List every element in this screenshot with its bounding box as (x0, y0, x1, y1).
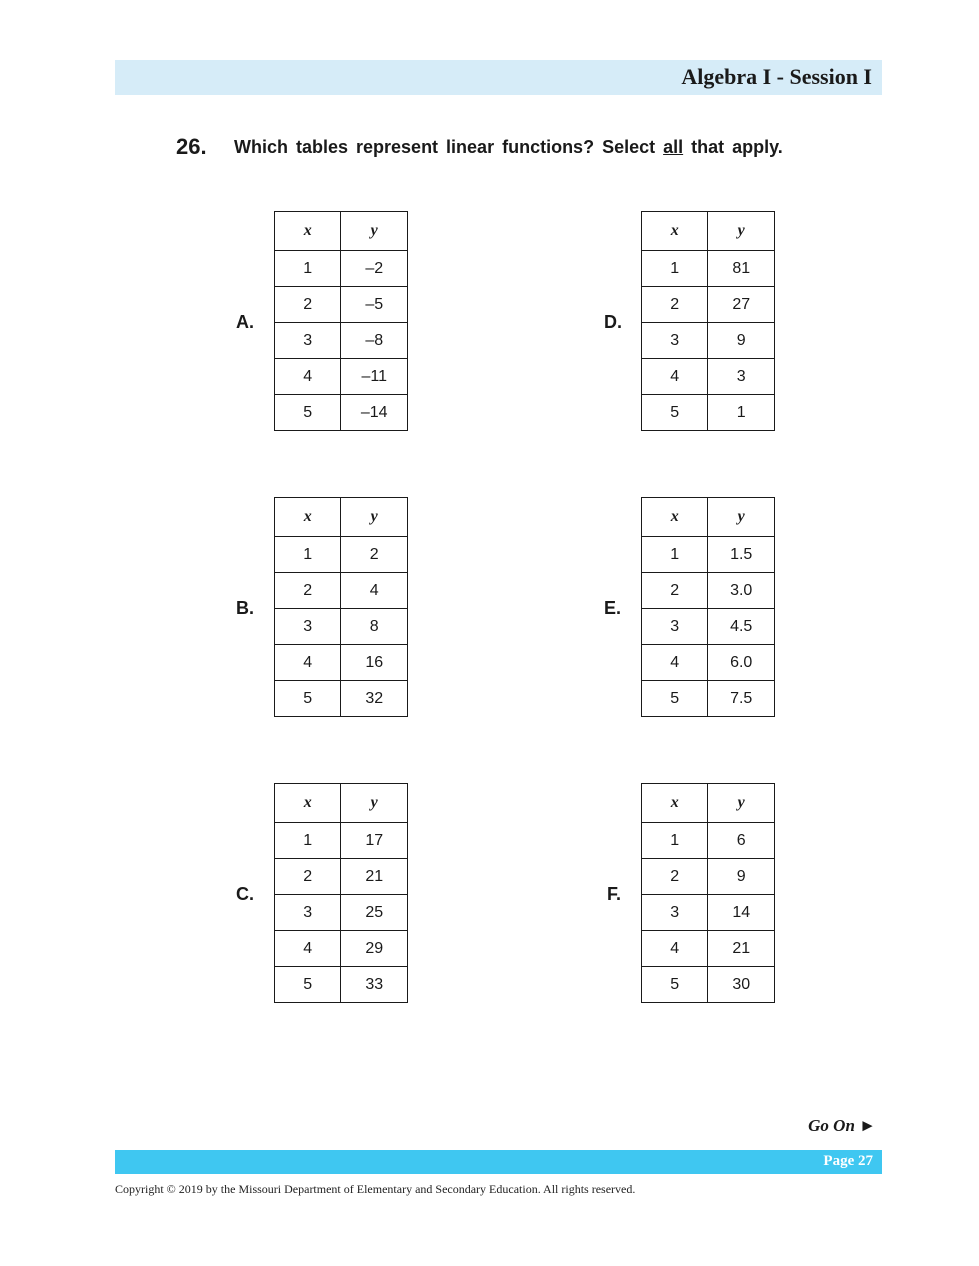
option-c-label[interactable]: C. (236, 884, 254, 904)
cell-x: 4 (275, 359, 341, 395)
cell-y: 9 (708, 859, 775, 895)
table-header-x: x (275, 212, 341, 251)
table-row (275, 895, 408, 931)
cell-y: 21 (341, 859, 408, 895)
table-row (642, 859, 775, 895)
cell-y: 30 (708, 967, 775, 1003)
cell-y: 6.0 (708, 645, 775, 681)
footer-bar (115, 1150, 882, 1174)
cell-y: 9 (708, 323, 775, 359)
cell-y: 29 (341, 931, 408, 967)
table-row (275, 395, 408, 431)
cell-x: 5 (642, 681, 708, 717)
table-row (642, 967, 775, 1003)
table-row (275, 359, 408, 395)
table-header-y: y (708, 784, 775, 823)
cell-x: 4 (642, 359, 708, 395)
table-row (642, 931, 775, 967)
cell-x: 2 (275, 859, 341, 895)
table-row (275, 931, 408, 967)
cell-y: 7.5 (708, 681, 775, 717)
option-a-label[interactable]: A. (236, 312, 254, 332)
cell-y: 81 (708, 251, 775, 287)
cell-x: 5 (275, 967, 341, 1003)
question-text-start: Which tables represent linear functions? Select (234, 137, 664, 157)
option-e-table (641, 497, 775, 717)
option-b-label[interactable]: B. (236, 598, 254, 618)
table-row (275, 323, 408, 359)
question-text-emphasis: all (663, 137, 684, 157)
cell-y: –5 (341, 287, 408, 323)
cell-y: 2 (341, 537, 408, 573)
option-f-table (641, 783, 775, 1003)
option-a-table (274, 211, 408, 431)
table-header-y: y (341, 784, 408, 823)
table-row (275, 681, 408, 717)
table-row (642, 645, 775, 681)
cell-y: 32 (341, 681, 408, 717)
cell-x: 1 (275, 251, 341, 287)
cell-x: 2 (275, 287, 341, 323)
table-header-x: x (642, 212, 708, 251)
page-number: Page 27 (823, 1153, 873, 1169)
table-row (275, 573, 408, 609)
table-row (275, 251, 408, 287)
cell-x: 2 (642, 287, 708, 323)
cell-y: 16 (341, 645, 408, 681)
cell-y: 25 (341, 895, 408, 931)
table-row (642, 537, 775, 573)
cell-y: 3.0 (708, 573, 775, 609)
table-row (275, 967, 408, 1003)
copyright-notice: Copyright © 2019 by the Missouri Department of Elementary and Secondary Education. All rights reserved. (115, 1182, 636, 1196)
cell-x: 2 (642, 573, 708, 609)
table-row (642, 287, 775, 323)
cell-x: 2 (642, 859, 708, 895)
table-row (642, 359, 775, 395)
table-header-x: x (275, 498, 341, 537)
table-row (275, 645, 408, 681)
table-row (642, 395, 775, 431)
session-title: Algebra I - Session I (681, 64, 872, 89)
option-d-table (641, 211, 775, 431)
option-b-table (274, 497, 408, 717)
cell-x: 2 (275, 573, 341, 609)
cell-y: 33 (341, 967, 408, 1003)
cell-y: 4.5 (708, 609, 775, 645)
option-c-table (274, 783, 408, 1003)
cell-x: 3 (275, 895, 341, 931)
cell-y: 1.5 (708, 537, 775, 573)
cell-x: 3 (642, 609, 708, 645)
cell-y: –2 (341, 251, 408, 287)
option-f-label[interactable]: F. (607, 884, 622, 904)
cell-x: 1 (642, 537, 708, 573)
table-row (275, 823, 408, 859)
question-number: 26. (176, 134, 207, 159)
go-on-indicator: Go On ► (808, 1116, 876, 1135)
table-row (275, 537, 408, 573)
cell-x: 1 (642, 823, 708, 859)
cell-y: 14 (708, 895, 775, 931)
table-row (275, 287, 408, 323)
cell-x: 4 (642, 931, 708, 967)
question-text (234, 137, 783, 158)
table-row (275, 609, 408, 645)
option-d-label[interactable]: D. (604, 312, 622, 332)
cell-x: 1 (275, 537, 341, 573)
cell-y: 6 (708, 823, 775, 859)
table-header-x: x (642, 498, 708, 537)
header-bar (115, 60, 882, 95)
cell-y: 4 (341, 573, 408, 609)
option-e-label[interactable]: E. (604, 598, 622, 618)
table-header-x: x (275, 784, 341, 823)
cell-x: 4 (275, 931, 341, 967)
cell-y: 27 (708, 287, 775, 323)
cell-x: 3 (275, 609, 341, 645)
table-header-y: y (341, 498, 408, 537)
cell-x: 5 (642, 395, 708, 431)
table-row (642, 823, 775, 859)
cell-y: –14 (341, 395, 408, 431)
cell-x: 3 (642, 895, 708, 931)
table-header-y: y (708, 212, 775, 251)
cell-y: 17 (341, 823, 408, 859)
table-header-y: y (708, 498, 775, 537)
cell-x: 1 (642, 251, 708, 287)
cell-y: –11 (341, 359, 408, 395)
table-header-x: x (642, 784, 708, 823)
table-row (642, 323, 775, 359)
table-row (642, 573, 775, 609)
table-row (642, 681, 775, 717)
cell-y: 1 (708, 395, 775, 431)
cell-y: 3 (708, 359, 775, 395)
table-row (642, 251, 775, 287)
cell-x: 1 (275, 823, 341, 859)
table-row (642, 895, 775, 931)
table-header-y: y (341, 212, 408, 251)
cell-x: 3 (642, 323, 708, 359)
question-text-end: that apply. (683, 137, 783, 157)
cell-x: 4 (275, 645, 341, 681)
table-row (275, 859, 408, 895)
cell-x: 5 (275, 681, 341, 717)
cell-y: 21 (708, 931, 775, 967)
cell-y: –8 (341, 323, 408, 359)
cell-x: 4 (642, 645, 708, 681)
cell-x: 5 (275, 395, 341, 431)
cell-x: 5 (642, 967, 708, 1003)
table-row (642, 609, 775, 645)
cell-y: 8 (341, 609, 408, 645)
cell-x: 3 (275, 323, 341, 359)
